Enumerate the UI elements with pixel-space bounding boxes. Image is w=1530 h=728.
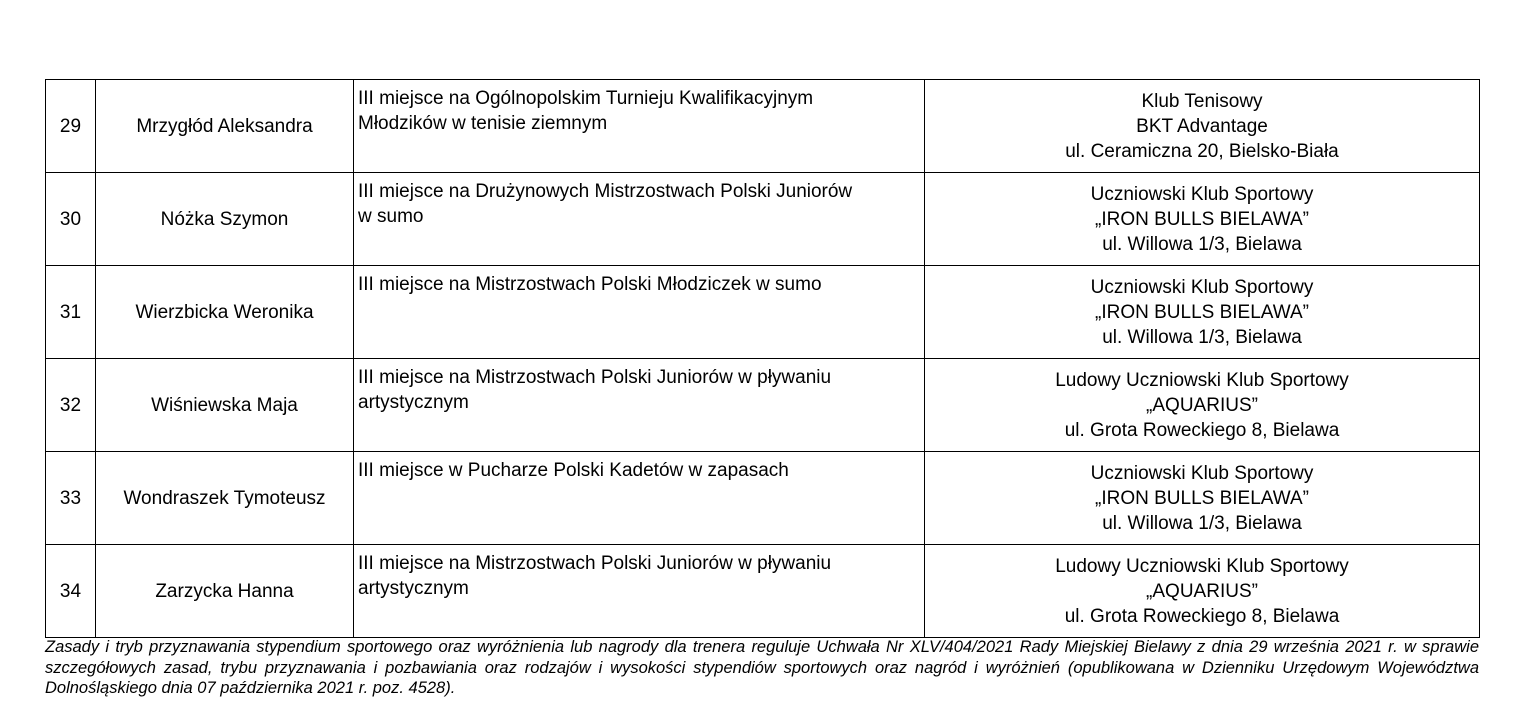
club-cell	[925, 545, 1480, 638]
row-number: 31	[46, 266, 96, 359]
table-row	[46, 452, 1480, 545]
club-line: ul. Willowa 1/3, Bielawa	[1102, 512, 1302, 534]
achievement-line: III miejsce na Mistrzostwach Polski Juniorów w pływaniu	[358, 553, 832, 574]
table-row	[46, 173, 1480, 266]
club-line: Klub Tenisowy	[1141, 90, 1263, 112]
achievement-cell	[354, 545, 925, 638]
row-number: 29	[46, 80, 96, 173]
table-row	[46, 80, 1480, 173]
achievement-cell	[354, 173, 925, 266]
table-row	[46, 266, 1480, 359]
club-line: „IRON BULLS BIELAWA”	[1095, 208, 1309, 230]
athlete-name: Wondraszek Tymoteusz	[96, 452, 354, 545]
footnote: Zasady i tryb przyznawania stypendium sportowego oraz wyróżnienia lub nagrody dla trenera reguluje Uchwała Nr XLV/404/2021 Rady Miejskiej Bielawy z dnia 29 września 2021 r. w sprawie szczegółowych zasad, trybu przyznawania i pozbawiania oraz rodzajów i wysokości stypendiów sportowych oraz nagród i wyróżnień (opublikowana w Dzienniku Urzędowym Województwa Dolnośląskiego dnia 07 października 2021 r. poz. 4528).	[45, 638, 1479, 697]
club-line: „IRON BULLS BIELAWA”	[1095, 487, 1309, 509]
awards-table	[45, 79, 1480, 638]
achievement-line: Młodzików w tenisie ziemnym	[358, 113, 608, 134]
achievement-line: III miejsce na Mistrzostwach Polski Młodziczek w sumo	[358, 274, 822, 295]
club-line: ul. Ceramiczna 20, Bielsko-Biała	[1065, 140, 1339, 162]
achievement-cell	[354, 359, 925, 452]
club-cell	[925, 80, 1480, 173]
club-line: Uczniowski Klub Sportowy	[1090, 276, 1314, 298]
club-cell	[925, 452, 1480, 545]
achievement-cell	[354, 266, 925, 359]
club-line: „AQUARIUS”	[1146, 580, 1258, 602]
athlete-name: Mrzygłód Aleksandra	[96, 80, 354, 173]
club-line: Uczniowski Klub Sportowy	[1090, 462, 1314, 484]
row-number: 32	[46, 359, 96, 452]
awards-table-body	[46, 80, 1480, 638]
achievement-line: w sumo	[358, 206, 424, 227]
club-cell	[925, 266, 1480, 359]
athlete-name: Zarzycka Hanna	[96, 545, 354, 638]
club-line: „IRON BULLS BIELAWA”	[1095, 301, 1309, 323]
table-row	[46, 545, 1480, 638]
achievement-line: III miejsce na Ogólnopolskim Turnieju Kwalifikacyjnym	[358, 88, 814, 109]
table-row	[46, 359, 1480, 452]
club-cell	[925, 359, 1480, 452]
achievement-line: III miejsce w Pucharze Polski Kadetów w zapasach	[358, 460, 789, 481]
club-line: Ludowy Uczniowski Klub Sportowy	[1055, 555, 1349, 577]
athlete-name: Wiśniewska Maja	[96, 359, 354, 452]
achievement-cell	[354, 452, 925, 545]
row-number: 34	[46, 545, 96, 638]
club-line: ul. Grota Roweckiego 8, Bielawa	[1064, 419, 1340, 441]
club-cell	[925, 173, 1480, 266]
club-line: ul. Willowa 1/3, Bielawa	[1102, 233, 1302, 255]
achievement-line: artystycznym	[358, 392, 469, 413]
club-line: Uczniowski Klub Sportowy	[1090, 183, 1314, 205]
club-line: ul. Willowa 1/3, Bielawa	[1102, 326, 1302, 348]
row-number: 30	[46, 173, 96, 266]
achievement-line: artystycznym	[358, 578, 469, 599]
athlete-name: Nóżka Szymon	[96, 173, 354, 266]
club-line: ul. Grota Roweckiego 8, Bielawa	[1064, 605, 1340, 627]
achievement-line: III miejsce na Mistrzostwach Polski Juniorów w pływaniu	[358, 367, 832, 388]
athlete-name: Wierzbicka Weronika	[96, 266, 354, 359]
achievement-line: III miejsce na Drużynowych Mistrzostwach Polski Juniorów	[358, 181, 853, 202]
row-number: 33	[46, 452, 96, 545]
club-line: Ludowy Uczniowski Klub Sportowy	[1055, 369, 1349, 391]
club-line: „AQUARIUS”	[1146, 394, 1258, 416]
achievement-cell	[354, 80, 925, 173]
club-line: BKT Advantage	[1136, 115, 1268, 137]
